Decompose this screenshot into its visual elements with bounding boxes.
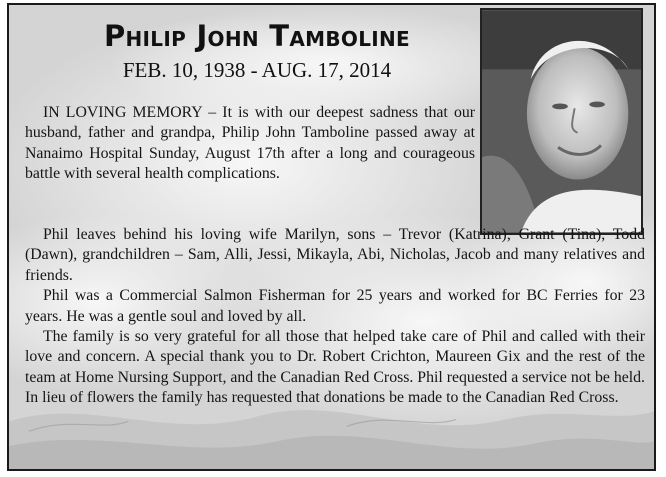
obituary-card bbox=[7, 3, 656, 471]
portrait-photo bbox=[480, 8, 643, 235]
portrait-photo-icon bbox=[482, 10, 641, 233]
paragraph-family: Phil leaves behind his loving wife Marilyn, sons – Trevor (Katrina), Grant (Tina), Todd (Dawn), grandchildren – Sam, Alli, Jessi, Mikayla, Abi, Nicholas, Jacob and many relatives and friends. bbox=[25, 226, 645, 284]
paragraph-career: Phil was a Commercial Salmon Fisherman for 25 years and worked for BC Ferries for 23 years. He was a gentle soul and loved by all. bbox=[25, 287, 645, 325]
deceased-name: Philip John Tamboline bbox=[103, 19, 411, 53]
paragraph-thanks: The family is so very grateful for all those that helped take care of Phil and called with their love and concern. A special thank you to Dr. Robert Crichton, Maureen Gix and the rest of the team at Home Nursing Support, and the Canadian Red Cross. Phil requested a service not be held. In lieu of flowers the family has requested that donations be made to the Canadian Red Cross. bbox=[25, 328, 645, 407]
obituary-body-upper bbox=[25, 103, 475, 185]
life-dates: FEB. 10, 1938 - AUG. 17, 2014 bbox=[122, 58, 392, 82]
obituary-body-lower bbox=[25, 225, 645, 409]
paragraph-in-loving-memory: IN LOVING MEMORY – It is with our deepest sadness that our husband, father and grandpa, Philip John Tamboline passed away at Nanaimo Hospital Sunday, August 17th after a long and courageous battle with several health complications. bbox=[25, 104, 475, 183]
